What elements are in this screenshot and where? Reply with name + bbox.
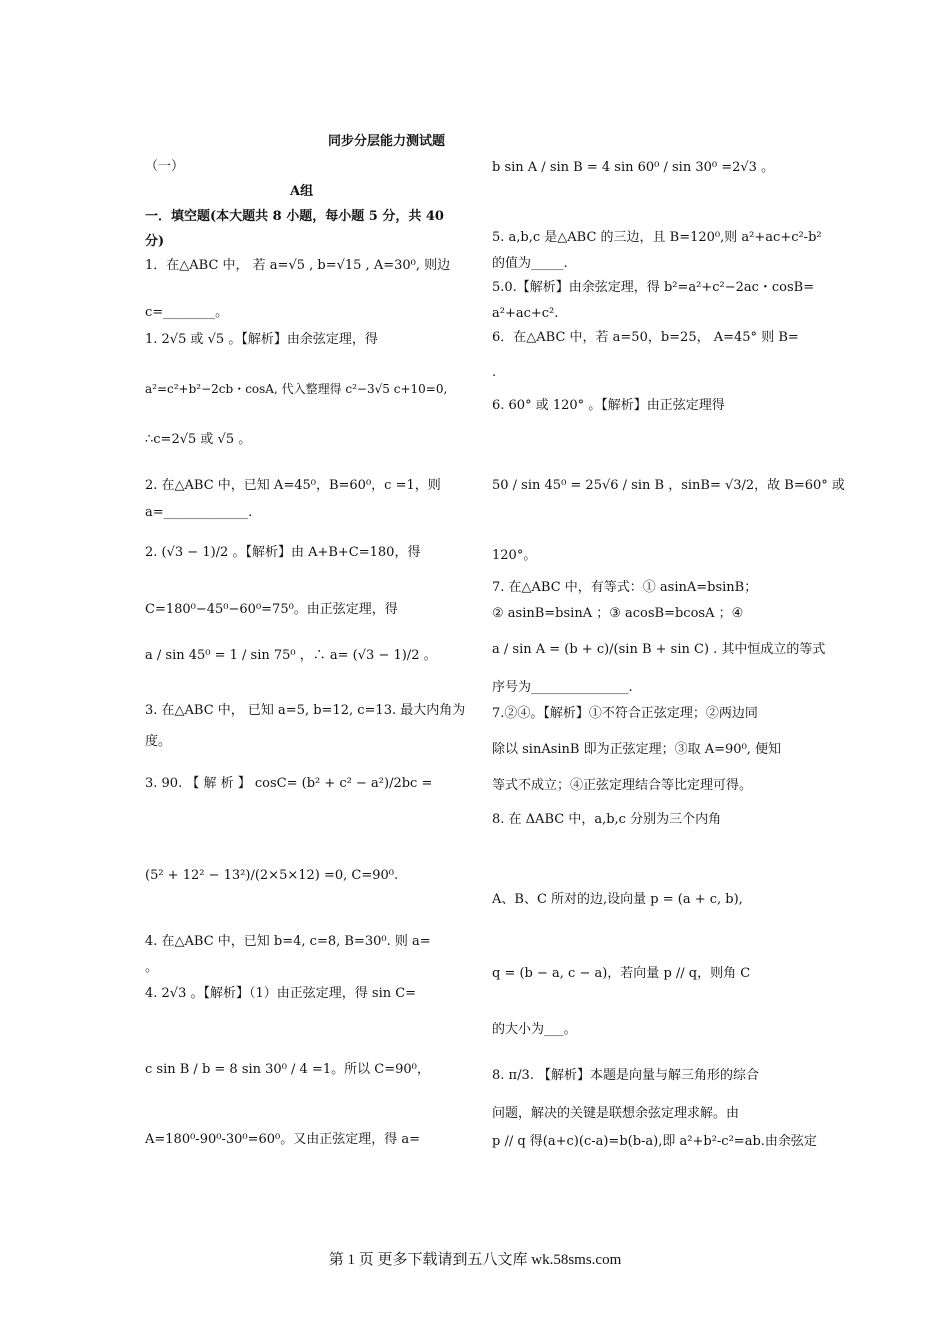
question-4: 4. 在△ABC 中，已知 b=4, c=8, B=30⁰. 则 a= xyxy=(145,934,431,949)
answer-1-result: ∴c=2√5 或 √5 。 xyxy=(145,432,252,447)
answer-3-calc: (5² + 12² − 13²)/(2×5×12) =0, C=90⁰. xyxy=(145,868,399,883)
answer-2-step: C=180⁰−45⁰−60⁰=75⁰。由正弦定理，得 xyxy=(145,602,398,617)
page-footer: 第 1 页 更多下载请到五八文库 wk.58sms.com xyxy=(328,1252,622,1268)
question-2-blank: a=_____________. xyxy=(145,505,253,520)
question-4-blank: 。 xyxy=(145,960,159,975)
page-title: 同步分层能力测试题 xyxy=(328,134,446,149)
answer-2-formula: a / sin 45⁰ = 1 / sin 75⁰ ，∴ a= (√3 − 1)/2 。 xyxy=(145,648,437,663)
question-8-blank: 的大小为___。 xyxy=(492,1022,577,1037)
answer-8-cont: p // q 得(a+c)(c-a)=b(b-a),即 a²+b²-c²=ab.由余弦定 xyxy=(492,1134,817,1149)
question-8-vector-q: q = (b − a, c − a)，若向量 p // q，则角 C xyxy=(492,966,751,981)
answer-7-step: 除以 sinAsinB 即为正弦定理；③取 A=90⁰, 便知 xyxy=(492,742,782,757)
subtitle: （一） xyxy=(145,159,185,174)
question-8: 8. 在 ΔABC 中，a,b,c 分别为三个内角 xyxy=(492,812,722,827)
answer-3: 3. 90. 【 解 析 】 cosC= (b² + c² − a²)/2bc = xyxy=(145,776,433,791)
group-label: A组 xyxy=(290,184,314,199)
question-7-blank: 序号为_______________. xyxy=(492,680,633,695)
question-8-vector-p: A、B、C 所对的边,设向量 p = (a + c, b), xyxy=(492,892,743,907)
answer-8-step: 问题，解决的关键是联想余弦定理求解。由 xyxy=(492,1106,740,1121)
answer-4-step: c sin B / b = 8 sin 30⁰ / 4 =1。所以 C=90⁰， xyxy=(145,1062,430,1077)
question-2: 2. 在△ABC 中，已知 A=45⁰，B=60⁰，c =1，则 xyxy=(145,478,441,493)
answer-6: 6. 60° 或 120° 。【解析】由正弦定理得 xyxy=(492,398,725,413)
question-1: 1．在△ABC 中， 若 a=√5 , b=√15 , A=30⁰, 则边 xyxy=(145,258,451,273)
section-heading-cont: 分) xyxy=(145,234,165,249)
question-5: 5. a,b,c 是△ABC 的三边，且 B=120⁰,则 a²+ac+c²-b² xyxy=(492,230,822,245)
answer-6-formula: 50 / sin 45⁰ = 25√6 / sin B ，sinB= √3/2，故 B=60° 或 xyxy=(492,478,845,493)
answer-7-result: 等式不成立；④正弦定理结合等比定理可得。 xyxy=(492,778,753,793)
answer-4-formula: b sin A / sin B = 4 sin 60⁰ / sin 30⁰ =2√3 。 xyxy=(492,160,775,175)
answer-2: 2. (√3 − 1)/2 。【解析】由 A+B+C=180，得 xyxy=(145,545,421,560)
question-7-options: ② asinB=bsinA ；③ acosB=bcosA ；④ xyxy=(492,606,744,621)
question-3-unit: 度。 xyxy=(145,734,172,749)
answer-4-cont: A=180⁰-90⁰-30⁰=60⁰。又由正弦定理，得 a= xyxy=(145,1132,421,1147)
answer-6-result: 120°。 xyxy=(492,548,537,563)
answer-4: 4. 2√3 。【解析】（1）由正弦定理，得 sin C= xyxy=(145,986,417,1001)
answer-1-step: a²=c²+b²−2cb・cosA, 代入整理得 c²−3√5 c+10=0, xyxy=(145,382,448,396)
answer-5-result: a²+ac+c². xyxy=(492,306,559,321)
question-5-blank: 的值为_____. xyxy=(492,256,568,271)
section-heading: 一．填空题(本大题共 8 小题，每小题 5 分，共 40 xyxy=(145,209,444,224)
question-6: 6．在△ABC 中，若 a=50，b=25， A=45° 则 B= xyxy=(492,330,799,345)
answer-1: 1. 2√5 或 √5 。【解析】由余弦定理，得 xyxy=(145,332,378,347)
answer-5: 5.0.【解析】由余弦定理，得 b²=a²+c²−2ac・cosB= xyxy=(492,280,815,295)
question-7-formula: a / sin A = (b + c)/(sin B + sin C) . 其中恒成立的等式 xyxy=(492,642,826,657)
question-7: 7. 在△ABC 中，有等式：① asinA=bsinB； xyxy=(492,580,758,595)
answer-7: 7.②④。【解析】①不符合正弦定理；②两边同 xyxy=(492,706,758,721)
question-3: 3. 在△ABC 中， 已知 a=5, b=12, c=13. 最大内角为 xyxy=(145,703,466,718)
answer-8: 8. π/3. 【解析】本题是向量与解三角形的综合 xyxy=(492,1068,759,1083)
question-1-blank: c=________。 xyxy=(145,305,229,320)
question-6-blank: . xyxy=(492,365,497,380)
